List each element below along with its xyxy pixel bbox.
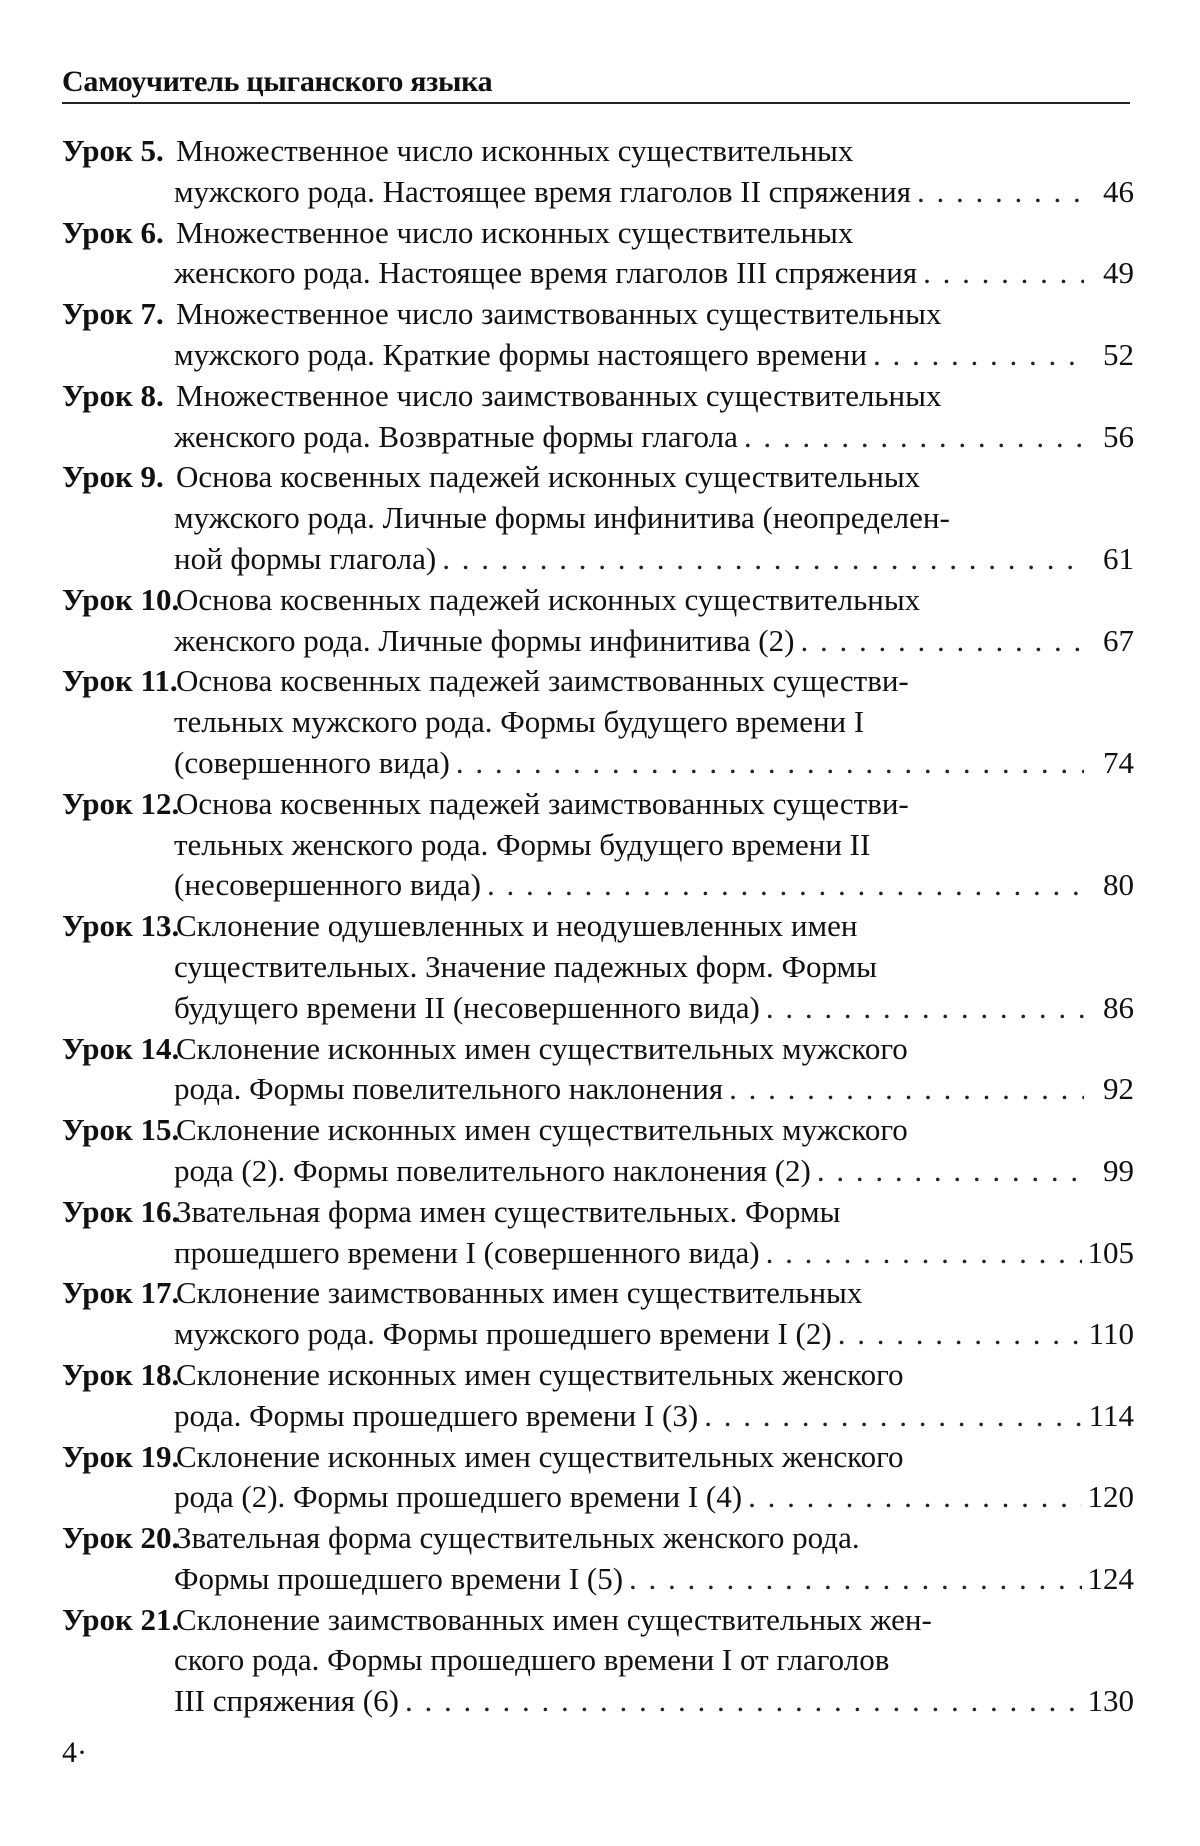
entry-line [62, 825, 1134, 866]
lesson-label: Урок 7. [62, 296, 164, 332]
toc-entry [62, 1192, 1134, 1274]
entry-line [62, 1273, 1134, 1314]
entry-title-text: Основа косвенных падежей заимствованных существи- [176, 663, 909, 699]
entry-line [62, 131, 1134, 172]
leader-dots [766, 988, 1084, 1029]
entry-page-number: 114 [1088, 1397, 1134, 1433]
entry-title-text: мужского рода. Формы прошедшего времени I (2) [174, 1316, 832, 1352]
leader-dots [744, 417, 1084, 458]
entry-title-text: Склонение исконных имен существительных мужского [176, 1112, 908, 1148]
toc-entry [62, 1437, 1134, 1519]
entry-page-number: 52 [1103, 336, 1134, 372]
header-rule [62, 102, 1130, 104]
entry-title-text: рода (2). Формы прошедшего времени I (4) [174, 1479, 743, 1515]
toc-entry [62, 1110, 1134, 1192]
toc-entry [62, 213, 1134, 295]
entry-title-text: ского рода. Формы прошедшего времени I от глаголов [174, 1642, 890, 1678]
entry-title-text: прошедшего времени I (совершенного вида) [174, 1234, 760, 1270]
lesson-label: Урок 13. [62, 908, 180, 944]
entry-title-text: (совершенного вида) [174, 744, 450, 780]
entry-page-number: 80 [1103, 867, 1134, 903]
entry-title-text: мужского рода. Личные формы инфинитива (неопределен- [174, 500, 950, 536]
entry-title-text: Склонение исконных имен существительных женского [176, 1438, 904, 1474]
leader-dots [838, 1314, 1083, 1355]
entry-title-text: женского рода. Настоящее время глаголов III спряжения [174, 255, 918, 291]
lesson-label: Урок 12. [62, 785, 180, 821]
entry-title-text: Множественное число исконных существительных [176, 133, 854, 168]
toc-entry [62, 457, 1134, 579]
toc-entry [62, 906, 1134, 1028]
entry-line [62, 253, 1134, 294]
toc-entry [62, 294, 1134, 376]
entry-title-text: мужского рода. Настоящее время глаголов II спряжения [174, 173, 911, 209]
leader-dots [873, 335, 1084, 376]
entry-line [62, 376, 1134, 417]
entry-page-number: 105 [1087, 1234, 1134, 1270]
entry-page-number: 67 [1103, 622, 1134, 658]
entry-line [62, 1640, 1134, 1681]
entry-title-text: Склонение одушевленных и неодушевленных имен [176, 908, 858, 944]
entry-title-text: III спряжения (6) [174, 1683, 399, 1719]
leader-dots [442, 539, 1084, 580]
entry-title-text: (несовершенного вида) [174, 867, 482, 903]
leader-dots [456, 743, 1084, 784]
entry-title-text: Множественное число исконных существительных [176, 214, 854, 250]
page-number: 4· [62, 1736, 87, 1769]
entry-line [62, 865, 1134, 906]
entry-title-text: Формы прошедшего времени I (5) [174, 1560, 624, 1596]
entry-line [62, 1477, 1134, 1518]
lesson-label: Урок 6. [62, 214, 164, 250]
entry-line [62, 213, 1134, 254]
entry-title-text: существительных. Значение падежных форм. Формы [174, 948, 877, 984]
entry-page-number: 124 [1087, 1560, 1134, 1596]
leader-dots [917, 172, 1084, 213]
entry-line [62, 1233, 1134, 1274]
entry-line [62, 1396, 1134, 1437]
entry-title-text: ной формы глагола) [174, 540, 437, 576]
leader-dots [800, 621, 1084, 662]
entry-line [62, 621, 1134, 662]
entry-page-number: 110 [1088, 1316, 1134, 1352]
entry-page-number: 46 [1103, 173, 1134, 209]
entry-title-text: женского рода. Возвратные формы глагола [174, 418, 738, 454]
toc-entry [62, 784, 1134, 906]
entry-title-text: Множественное число заимствованных существительных [176, 296, 942, 332]
entry-page-number: 56 [1103, 418, 1134, 454]
lesson-label: Урок 14. [62, 1030, 180, 1066]
entry-page-number: 86 [1103, 989, 1134, 1025]
entry-title-text: Склонение исконных имен существительных женского [176, 1356, 904, 1392]
entry-page-number: 130 [1087, 1683, 1134, 1719]
entry-line [62, 172, 1134, 213]
entry-page-number: 74 [1103, 744, 1134, 780]
entry-title-text: Склонение исконных имен существительных мужского [176, 1030, 908, 1066]
toc-entry [62, 1029, 1134, 1111]
entry-title-text: будущего времени II (несовершенного вида) [174, 989, 760, 1025]
toc-entry [62, 1355, 1134, 1437]
entry-title-text: Основа косвенных падежей заимствованных существи- [176, 785, 909, 821]
entry-title-text: тельных мужского рода. Формы будущего времени I [174, 704, 865, 740]
entry-title-text: рода (2). Формы повелительного наклонения (2) [174, 1152, 811, 1188]
lesson-label: Урок 9. [62, 459, 164, 495]
entry-line [62, 988, 1134, 1029]
table-of-contents [62, 131, 1134, 1722]
lesson-label: Урок 18. [62, 1356, 180, 1392]
running-head: Самоучитель цыганского языка [62, 65, 493, 98]
entry-line [62, 1314, 1134, 1355]
entry-line [62, 947, 1134, 988]
entry-line [62, 539, 1134, 580]
toc-entry [62, 661, 1134, 783]
entry-line [62, 1559, 1134, 1600]
lesson-label: Урок 20. [62, 1520, 180, 1556]
entry-title-text: Звательная форма существительных женского рода. [176, 1520, 860, 1556]
entry-title-text: Склонение заимствованных имен существительных [176, 1275, 863, 1311]
toc-entry [62, 1518, 1134, 1600]
lesson-label: Урок 21. [62, 1601, 180, 1637]
entry-title-text: Основа косвенных падежей исконных существительных [176, 459, 921, 495]
entry-line [62, 702, 1134, 743]
leader-dots [729, 1069, 1084, 1110]
entry-title-text: мужского рода. Краткие формы настоящего времени [174, 336, 867, 372]
lesson-label: Урок 19. [62, 1438, 180, 1474]
entry-line [62, 457, 1134, 498]
leader-dots [817, 1151, 1084, 1192]
lesson-label: Урок 5. [62, 133, 164, 168]
lesson-label: Урок 15. [62, 1112, 180, 1148]
entry-page-number: 92 [1103, 1071, 1134, 1107]
entry-title-text: Множественное число заимствованных существительных [176, 377, 942, 413]
toc-entry [62, 376, 1134, 458]
toc-entry [62, 1600, 1134, 1722]
entry-line [62, 498, 1134, 539]
entry-line [62, 1192, 1134, 1233]
lesson-label: Урок 8. [62, 377, 164, 413]
entry-title-text: женского рода. Личные формы инфинитива (2) [174, 622, 795, 658]
entry-line [62, 417, 1134, 458]
entry-line [62, 1437, 1134, 1478]
leader-dots [704, 1396, 1082, 1437]
entry-page-number: 120 [1087, 1479, 1134, 1515]
entry-line [62, 1110, 1134, 1151]
leader-dots [748, 1477, 1081, 1518]
entry-line [62, 294, 1134, 335]
leader-dots [405, 1681, 1082, 1722]
entry-line [62, 1518, 1134, 1559]
lesson-label: Урок 10. [62, 581, 180, 617]
leader-dots [923, 253, 1084, 294]
toc-entry [62, 580, 1134, 662]
entry-line [62, 1151, 1134, 1192]
entry-line [62, 743, 1134, 784]
leader-dots [487, 865, 1084, 906]
leader-dots [629, 1559, 1081, 1600]
entry-line [62, 1600, 1134, 1641]
entry-page-number: 49 [1103, 255, 1134, 291]
entry-line [62, 1069, 1134, 1110]
entry-title-text: рода. Формы прошедшего времени I (3) [174, 1397, 699, 1433]
entry-line [62, 906, 1134, 947]
lesson-label: Урок 16. [62, 1193, 180, 1229]
entry-title-text: Склонение заимствованных имен существительных жен- [176, 1601, 932, 1637]
entry-line [62, 784, 1134, 825]
lesson-label: Урок 11. [62, 663, 178, 699]
entry-title-text: рода. Формы повелительного наклонения [174, 1071, 724, 1107]
entry-page-number: 99 [1103, 1152, 1134, 1188]
entry-line [62, 1355, 1134, 1396]
toc-entry [62, 1273, 1134, 1355]
entry-line [62, 1681, 1134, 1722]
entry-title-text: тельных женского рода. Формы будущего времени II [174, 826, 871, 862]
entry-line [62, 335, 1134, 376]
entry-line [62, 580, 1134, 621]
entry-line [62, 1029, 1134, 1070]
toc-entry [62, 131, 1134, 213]
entry-title-text: Основа косвенных падежей исконных существительных [176, 581, 921, 617]
leader-dots [766, 1233, 1082, 1274]
entry-title-text: Звательная форма имен существительных. Формы [176, 1193, 841, 1229]
lesson-label: Урок 17. [62, 1275, 180, 1311]
entry-line [62, 661, 1134, 702]
entry-page-number: 61 [1103, 540, 1134, 576]
